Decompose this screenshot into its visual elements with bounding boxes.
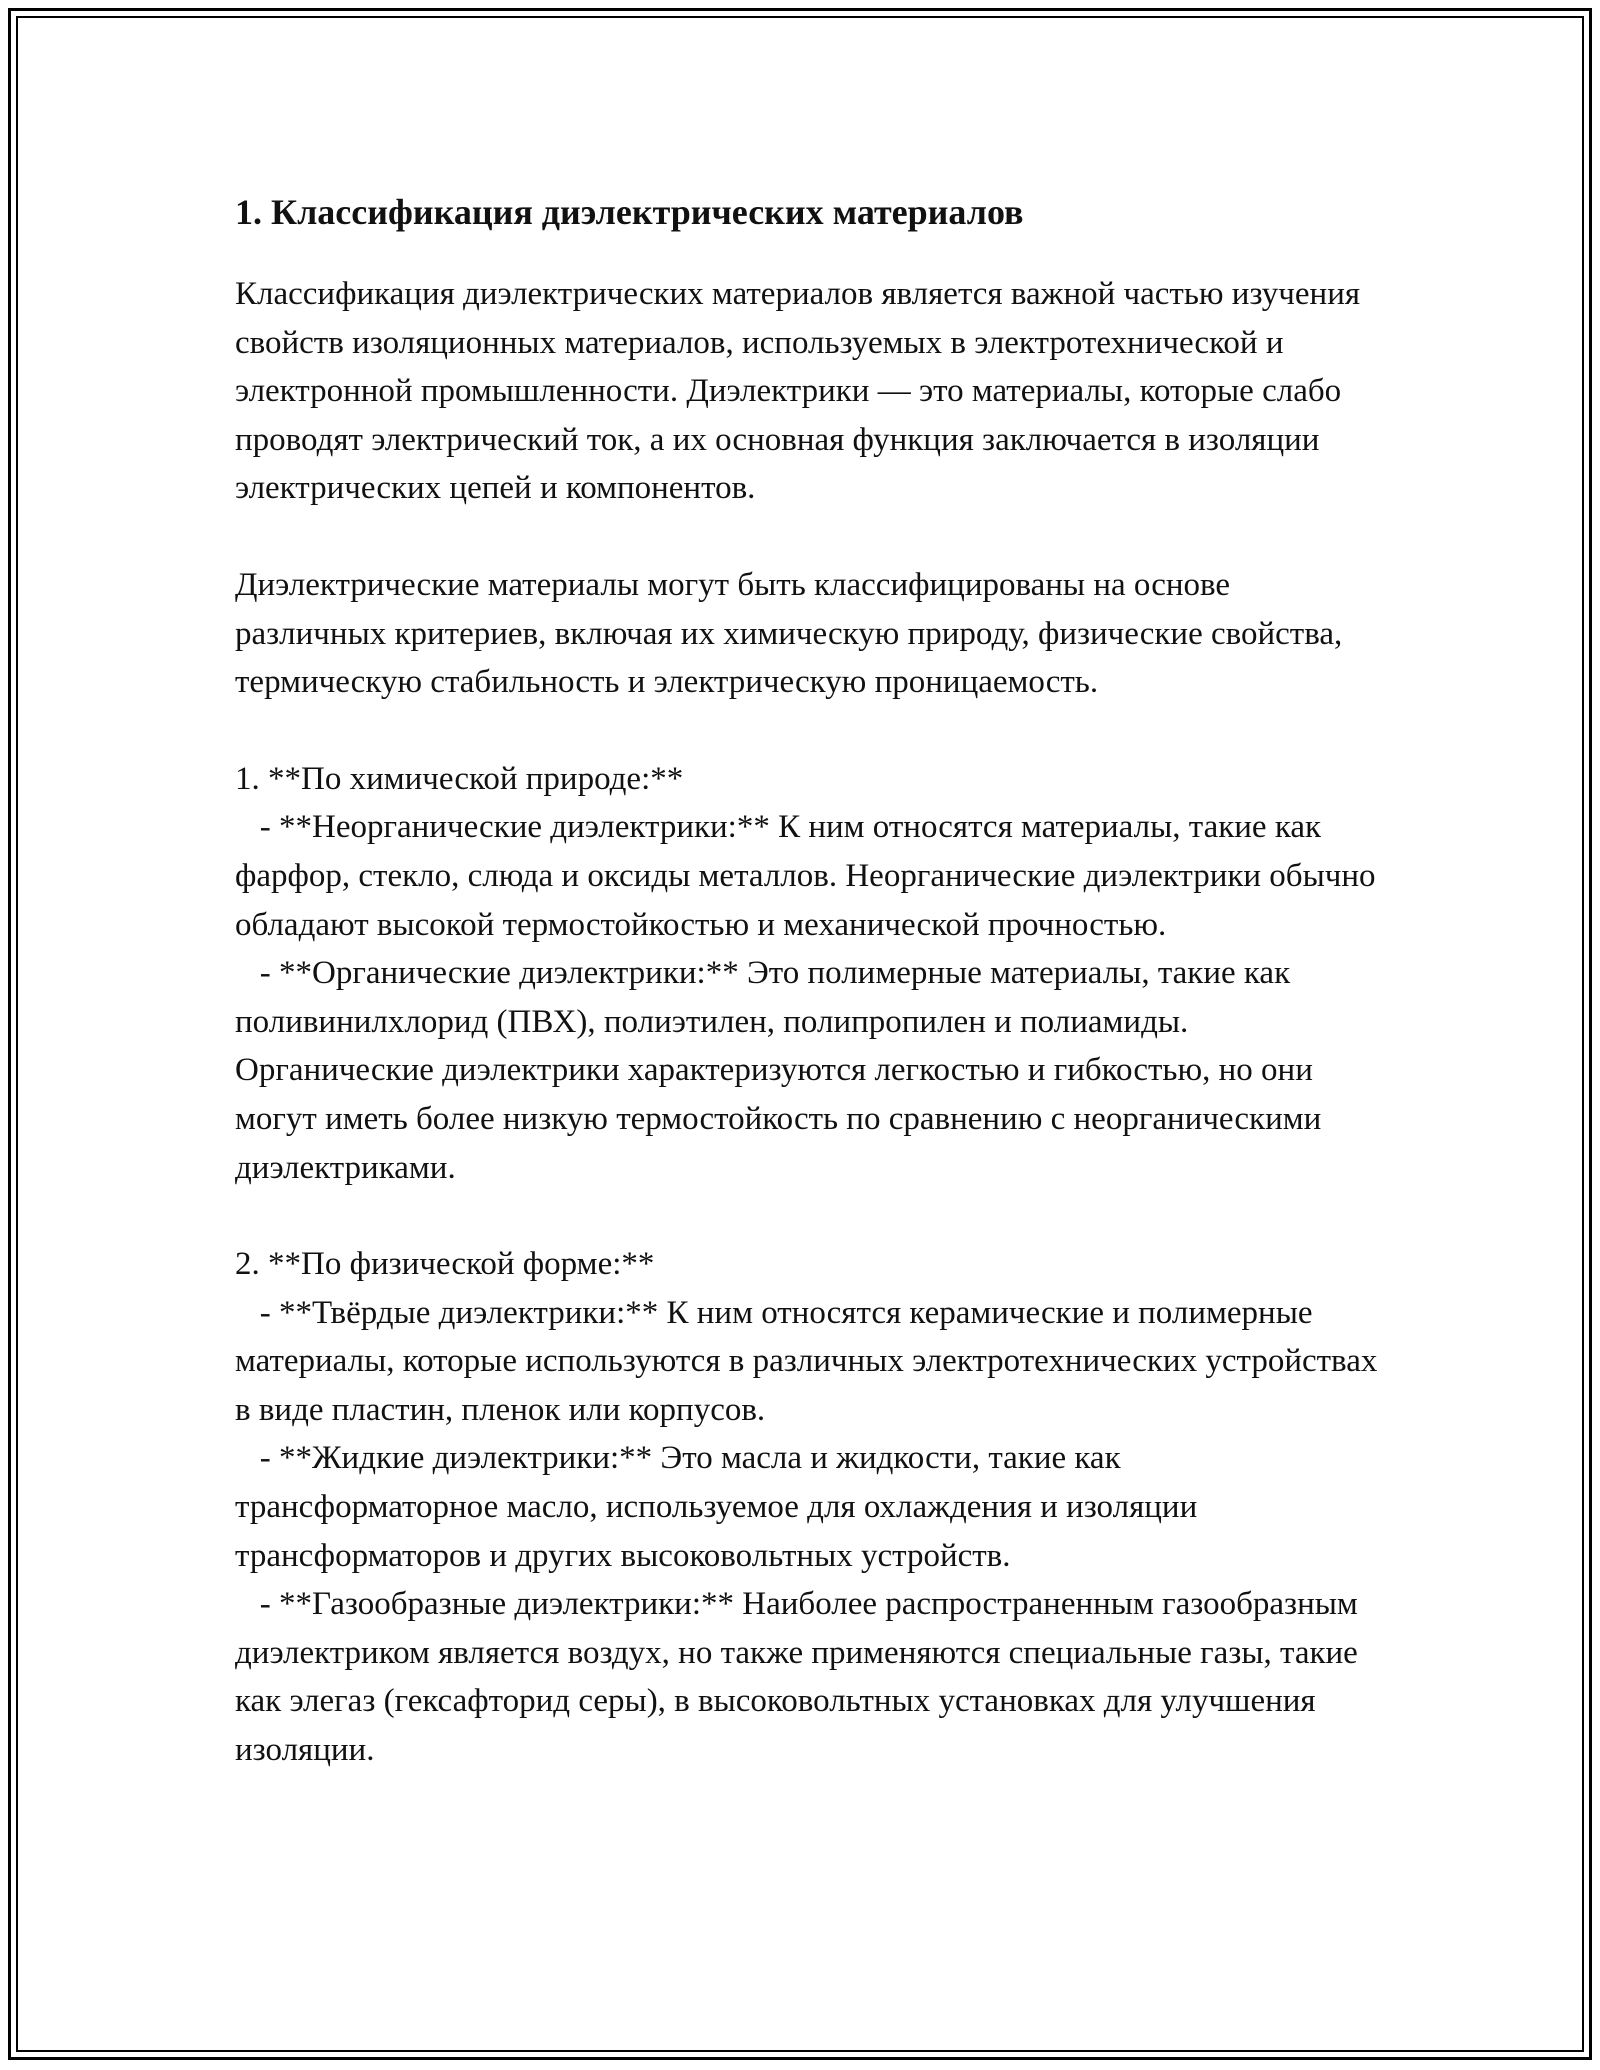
list-item: - **Жидкие диэлектрики:** Это масла и жидкости, такие как трансформаторное масло, используемое для охлаждения и изоляции трансформаторов и других высоковольтных устройств. [235, 1440, 1206, 1574]
section-chemical-nature [235, 755, 1385, 1192]
list-item: - **Органические диэлектрики:** Это полимерные материалы, такие как поливинилхлорид (ПВХ), полиэтилен, полипропилен и полиамиды. Органические диэлектрики характеризуются легкостью и гибкостью, но они могут иметь более низкую термостойкость по сравнению с неорганическими диэлектриками. [235, 955, 1330, 1186]
list-item: - **Неорганические диэлектрики:** К ним относятся материалы, такие как фарфор, стекло, слюда и оксиды металлов. Неорганические диэлектрики обычно обладают высокой термостойкостью и механической прочностью. [235, 809, 1384, 943]
list-item: - **Газообразные диэлектрики:** Наиболее распространенным газообразным диэлектриком является воздух, но также применяются специальные газы, такие как элегаз (гексафторид серы), в высоковольтных установках для улучшения изоляции. [235, 1586, 1367, 1769]
criteria-paragraph: Диэлектрические материалы могут быть классифицированы на основе различных критериев, включая их химическую природу, физические свойства, термическую стабильность и электрическую проницаемость. [235, 566, 1343, 701]
document-title: 1. Классификация диэлектрических материалов [235, 192, 1024, 232]
intro-paragraph: Классификация диэлектрических материалов является важной частью изучения свойств изоляционных материалов, используемых в электротехнической и электронной промышленности. Диэлектрики — это материалы, которые слабо проводят электрический ток, а их основная функция заключается в изоляции электрических цепей и компонентов. [235, 276, 1361, 507]
list-item: - **Твёрдые диэлектрики:** К ним относятся керамические и полимерные материалы, которые используются в различных электротехнических устройствах в виде пластин, пленок или корпусов. [235, 1294, 1386, 1428]
section-heading: 2. **По физической форме:** [235, 1246, 655, 1283]
section-heading: 1. **По химической природе:** [235, 760, 684, 797]
section-physical-form [235, 1240, 1385, 1775]
document-content [235, 186, 1385, 1823]
